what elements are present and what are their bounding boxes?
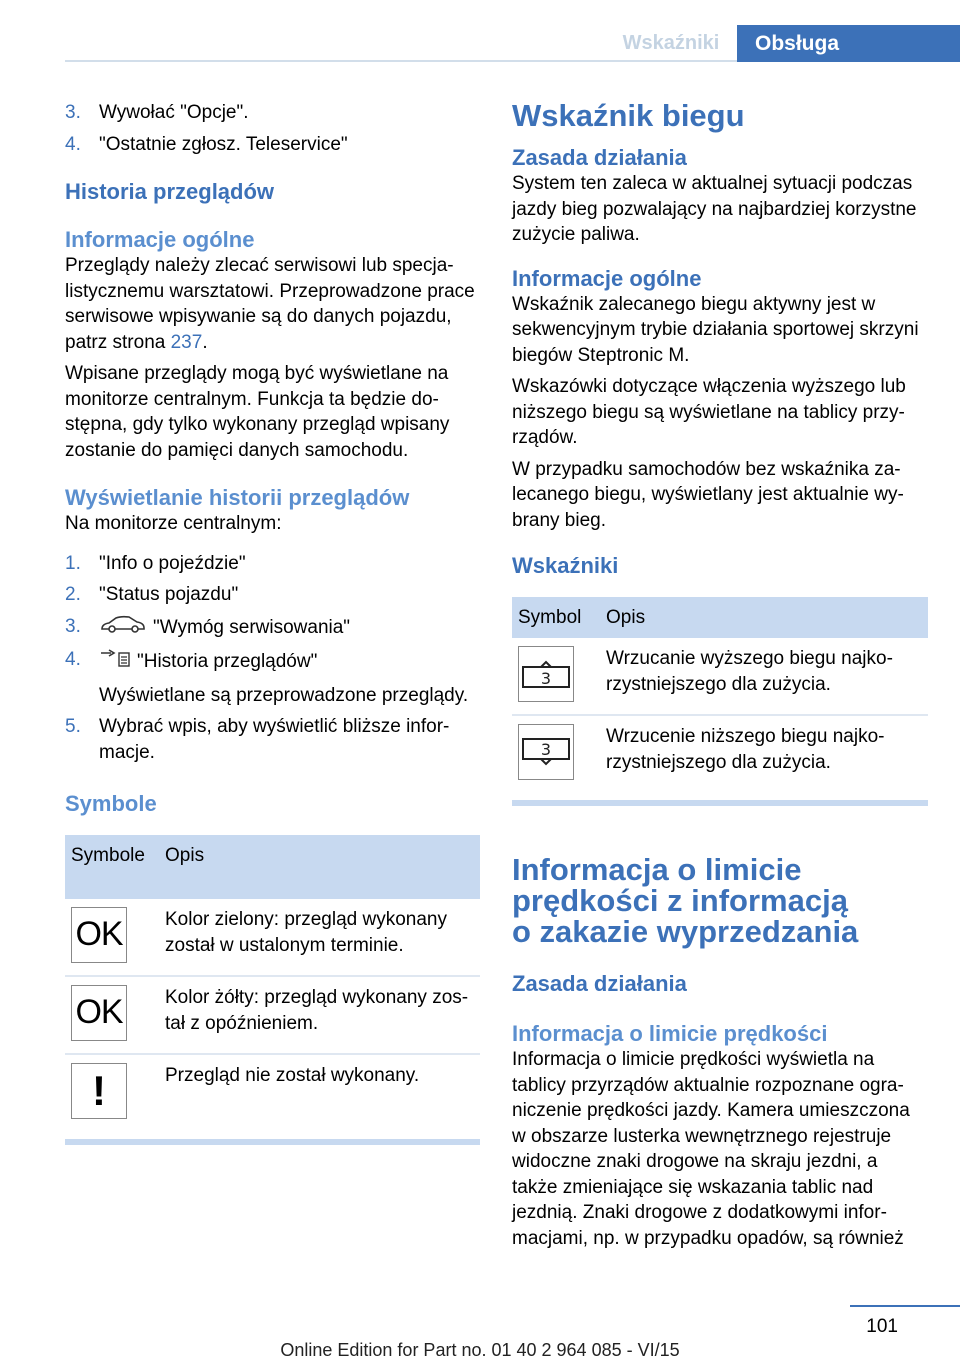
paragraph-general-3: W przypadku samochodów bez wskaźnika zalecanego biegu, wyświetlany jest aktualnie wybrany bieg. [512, 458, 904, 531]
paragraph-service-display: Wpisane przeglądy mogą być wyświetlane na monitorze centralnym. Funkcja ta będzie dostępna, gdy tylko wykonany przegląd wpisany zostanie do pamięci danych samochodu. [65, 363, 450, 461]
heading-general-info: Informacje ogólne [512, 265, 702, 291]
paragraph-general-1: Wskaźnik zalecanego biegu aktywny jest w sekwencyjnym trybie działania sportowej skrzyni biegów Steptronic M. [512, 293, 919, 366]
list-item: 3. Wywołać "Opcje". [65, 102, 249, 123]
car-icon [99, 614, 147, 642]
gear-table [512, 597, 928, 792]
table-bottom-rule [512, 800, 928, 806]
table-row: OK Kolor żółty: przegląd wykonany został z opóźnieniem. [65, 976, 480, 1054]
paragraph-central-monitor: Na monitorze centralnym: [65, 513, 282, 534]
heading-speed-info: Informacja o limicie prędkości [512, 1021, 828, 1046]
top-steps-list [65, 100, 480, 157]
heading-gear-indicator: Wskaźnik biegu [512, 98, 745, 133]
paragraph-service-intro: Przeglądy należy zlecać serwisowi lub specjalistycznemu warsztatowi. Przeprowadzone prace serwisowe wpisywanie są do danych pojazdu, patrz strona 237. [65, 255, 475, 353]
paragraph-speed-info: Informacja o limicie prędkości wyświetla na tablicy przyrządów aktualnie rozpoznane ograniczenie prędkości jazdy. Kamera umieszczona w obszarze lusterka wewnętrznego rejestruje widoczne znaki drogowe na skraju jezdni, a także zmieniające się wskazania tablic nad jezdnią. Znaki drogowe z dodatkowymi informacjami, np. w przypadku opadów, są również [512, 1049, 910, 1249]
list-item: 4. "Historia przeglądów" Wyświetlane są przeprowadzone przeglądy. [65, 649, 469, 706]
table-row: OK Kolor zielony: przegląd wykonany został w ustalonym terminie. [65, 899, 480, 976]
page-link-237[interactable]: 237 [170, 331, 203, 353]
edition-footer: Online Edition for Part no. 01 40 2 964 085 - VI/15 [280, 1340, 680, 1360]
paragraph-principle: System ten zaleca w aktualnej sytuacji podczas jazdy bieg pozwalający na najbardziej korzystne zużycie paliwa. [512, 173, 917, 245]
footer-rule [850, 1305, 960, 1307]
heading-general-info: Informacje ogólne [65, 227, 255, 252]
table-bottom-rule [65, 1139, 480, 1145]
exclamation-icon: ! [71, 1063, 127, 1119]
history-steps-list [65, 551, 480, 766]
heading-service-history: Historia przeglądów [65, 179, 275, 204]
paragraph-general-2: Wskazówki dotyczące włączenia wyższego lub niższego biegu są wyświetlane na tablicy przyrządów. [512, 376, 906, 448]
gear-up-icon [518, 646, 574, 702]
service-history-icon [99, 647, 131, 677]
heading-speed-limit-l1: Informacja o limicie [512, 852, 802, 887]
right-column [512, 100, 928, 1257]
symbols-table [65, 835, 480, 1131]
table-header-description: Opis [159, 835, 480, 899]
table-row: 3 Wrzucenie niższego biegu najkorzystniejszego dla zużycia. [512, 715, 928, 792]
heading-display-history: Wyświetlanie historii przeglądów [65, 485, 410, 510]
list-item: 4. "Ostatnie zgłosz. Teleservice" [65, 133, 348, 155]
gear-down-icon [518, 724, 574, 780]
page-number: 101 [866, 1316, 898, 1337]
list-item: 3. "Wymóg serwisowania" [65, 614, 480, 642]
ok-green-icon: OK [71, 907, 127, 963]
table-header-description: Opis [600, 597, 928, 638]
table-header-symbol: Symbole [65, 835, 159, 899]
heading-symbols: Symbole [65, 791, 157, 816]
tab-obsluga[interactable]: Obsługa [737, 25, 960, 62]
tab-wskazniki[interactable]: Wskaźniki [622, 32, 720, 54]
list-item: 5. Wybrać wpis, aby wyświetlić bliższe informacje. [65, 716, 450, 763]
table-row: 3 Wrzucanie wyższego biegu najkorzystniejszego dla zużycia. [512, 638, 928, 715]
table-row: ! Przegląd nie został wykonany. [65, 1054, 480, 1131]
heading-principle-2: Zasada działania [512, 971, 687, 996]
list-item: 1. "Info o pojeździe" [65, 552, 246, 574]
heading-speed-limit-l2: prędkości z informacją [512, 883, 848, 918]
heading-speed-limit-l3: o zakazie wyprzedzania [512, 914, 859, 949]
svg-text:3: 3 [540, 669, 552, 688]
left-column [65, 100, 480, 1145]
ok-yellow-icon: OK [71, 985, 127, 1041]
heading-principle: Zasada działania [512, 145, 687, 170]
svg-text:3: 3 [540, 740, 552, 759]
heading-indicators: Wskaźniki [512, 553, 619, 578]
table-header-symbol: Symbol [512, 597, 600, 638]
list-item: 2. "Status pojazdu" [65, 584, 239, 605]
